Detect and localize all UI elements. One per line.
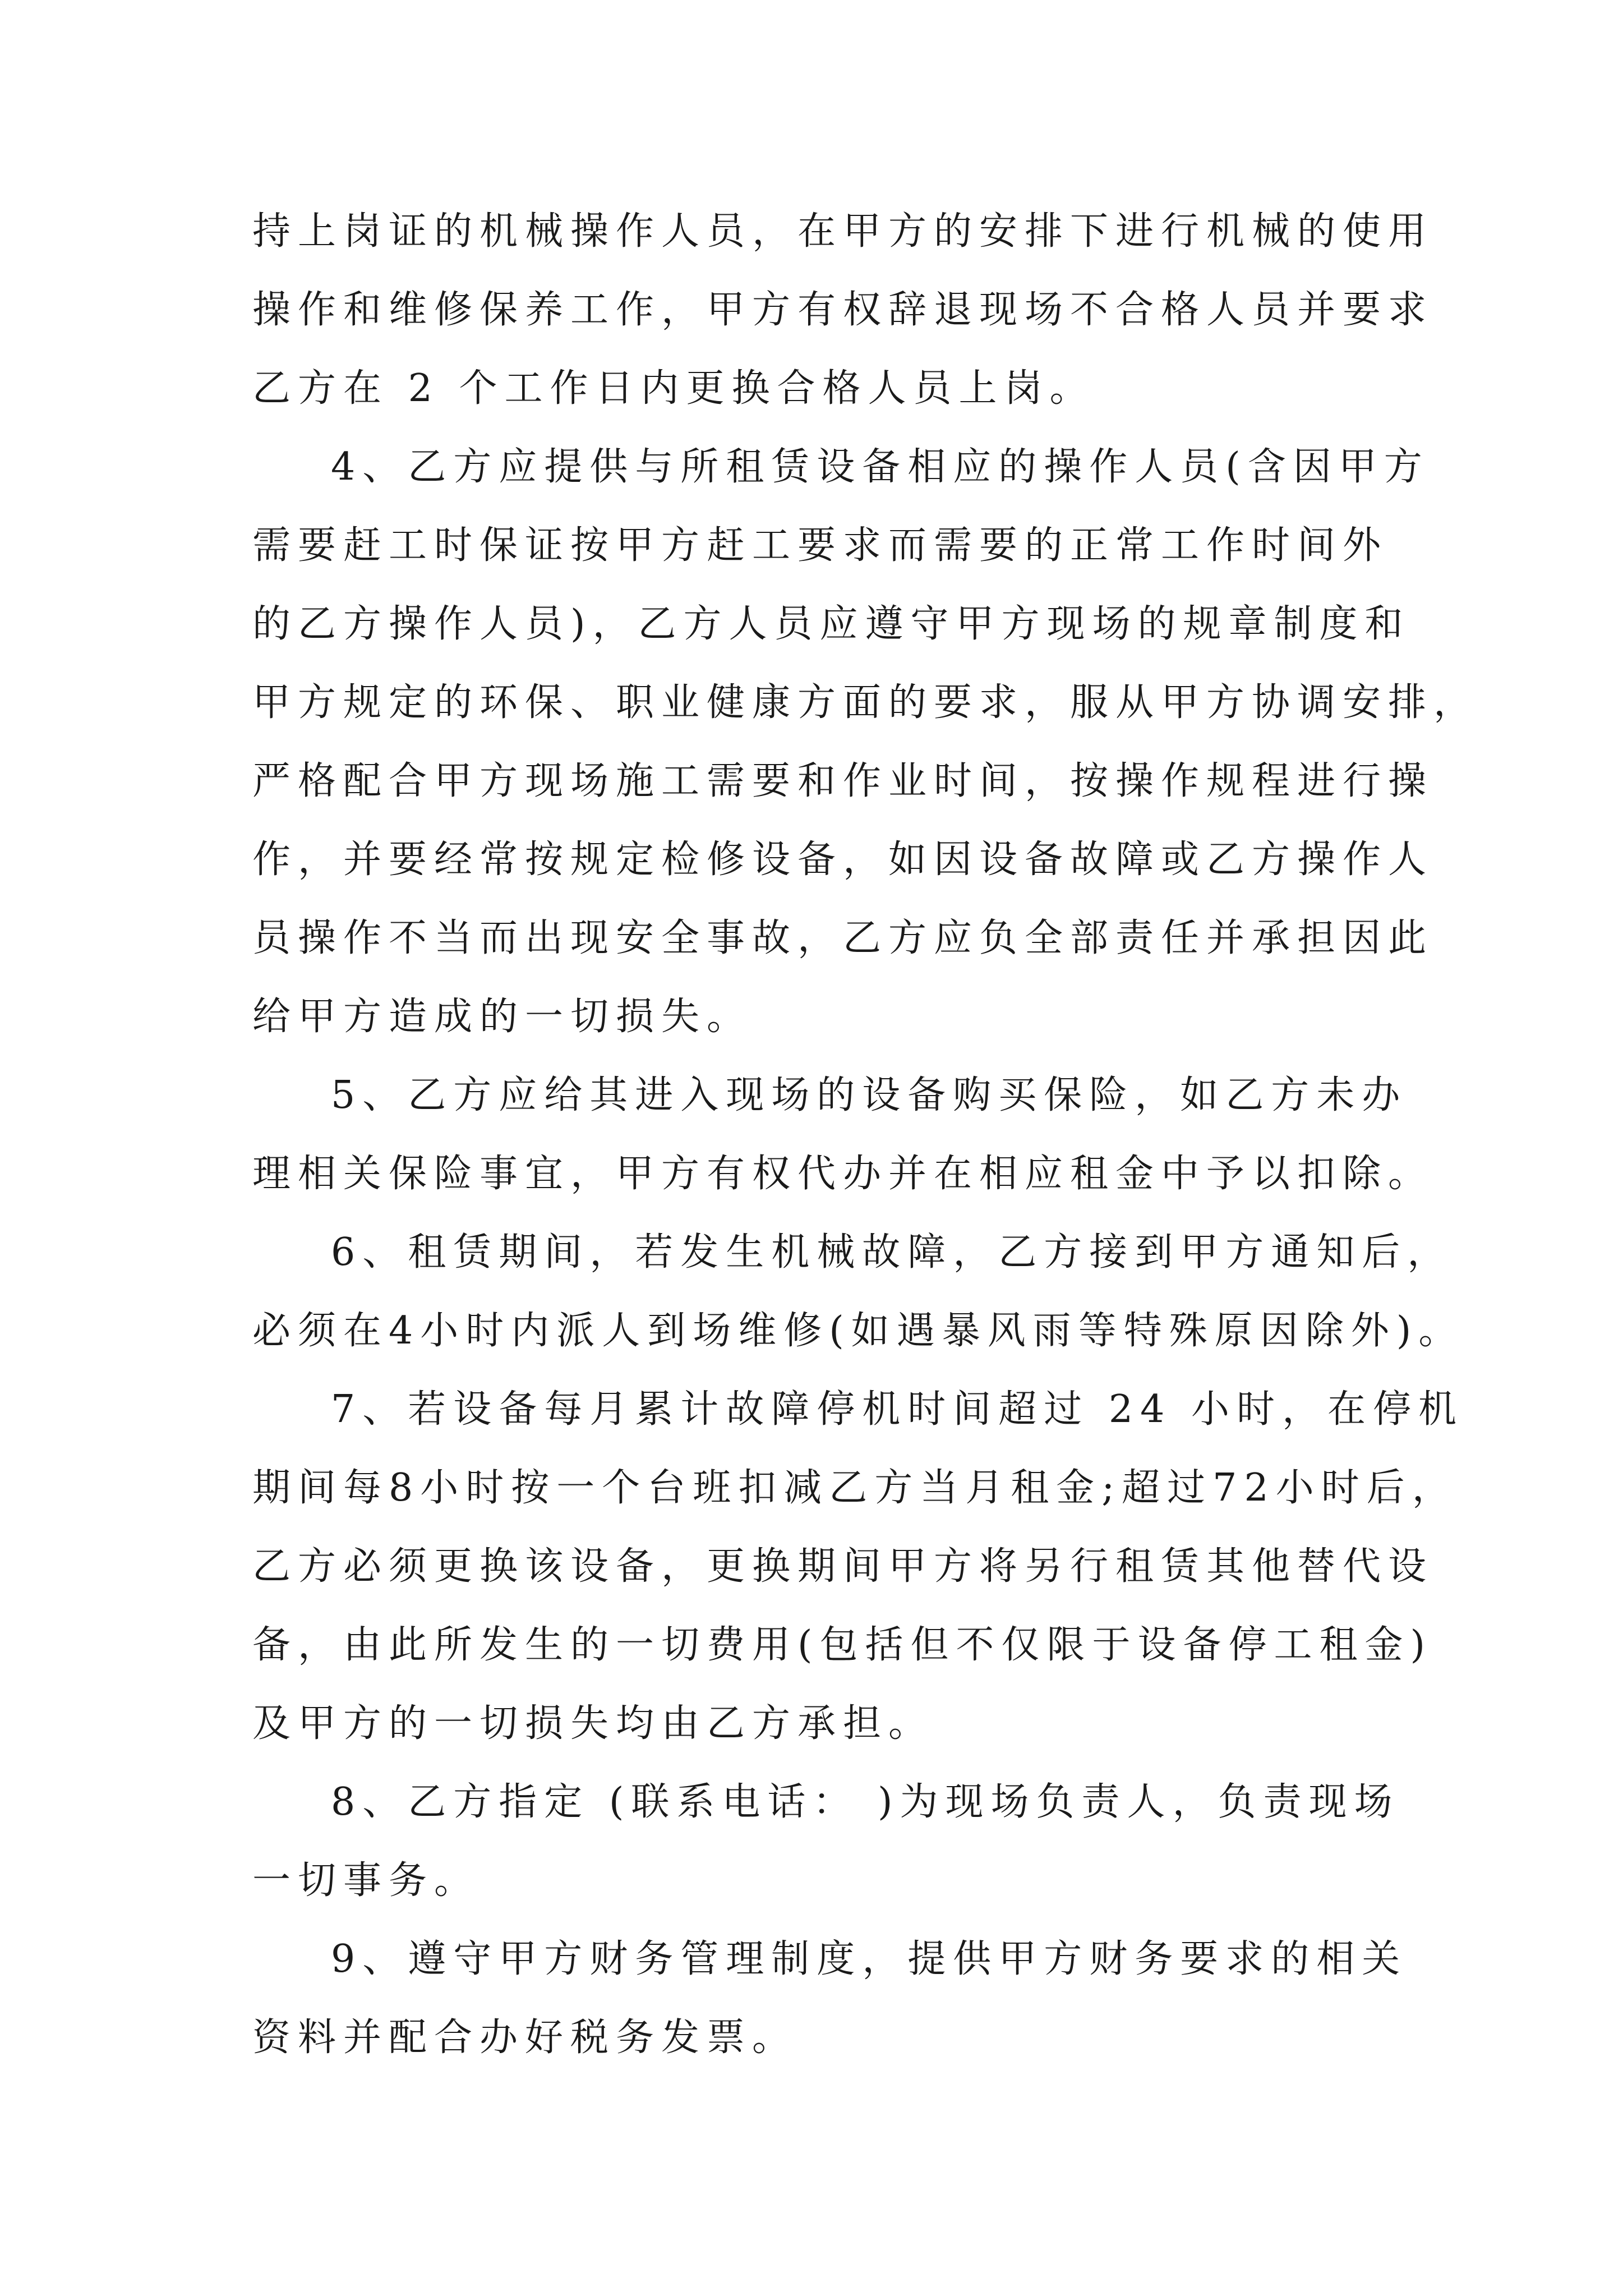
text-line: 的乙方操作人员)，乙方人员应遵守甲方现场的规章制度和 — [252, 602, 1410, 646]
text-line: 期间每8小时按一个台班扣减乙方当月租金;超过72小时后， — [252, 1466, 1458, 1510]
text-line: 必须在4小时内派人到场维修(如遇暴风雨等特殊原因除外)。 — [252, 1309, 1464, 1353]
text-line: 乙方在 2 个工作日内更换合格人员上岗。 — [252, 366, 1095, 411]
text-line: 操作和维修保养工作，甲方有权辞退现场不合格人员并要求 — [252, 288, 1434, 332]
text-line: 员操作不当而出现安全事故，乙方应负全部责任并承担因此 — [252, 916, 1434, 960]
text-line: 资料并配合办好税务发票。 — [252, 2016, 798, 2060]
text-line: 乙方必须更换该设备，更换期间甲方将另行租赁其他替代设 — [252, 1544, 1434, 1589]
text-line: 甲方规定的环保、职业健康方面的要求，服从甲方协调安排， — [252, 680, 1479, 725]
clause-6-line: 6、租赁期间，若发生机械故障，乙方接到甲方通知后， — [331, 1230, 1453, 1274]
text-line: 理相关保险事宜，甲方有权代办并在相应租金中予以扣除。 — [252, 1152, 1434, 1196]
text-line: 持上岗证的机械操作人员，在甲方的安排下进行机械的使用 — [252, 209, 1434, 254]
text-line: 作，并要经常按规定检修设备，如因设备故障或乙方操作人 — [252, 838, 1434, 882]
text-line: 备，由此所发生的一切费用(包括但不仅限于设备停工租金) — [252, 1623, 1433, 1667]
clause-4-line: 4、乙方应提供与所租赁设备相应的操作人员(含因甲方 — [331, 445, 1430, 489]
text-line: 一切事务。 — [252, 1858, 480, 1903]
text-line: 及甲方的一切损失均由乙方承担。 — [252, 1701, 934, 1746]
clause-5-line: 5、乙方应给其进入现场的设备购买保险，如乙方未办 — [331, 1073, 1408, 1117]
clause-8-line: 8、乙方指定 (联系电话： )为现场负责人，负责现场 — [331, 1780, 1400, 1824]
text-line: 需要赶工时保证按甲方赶工要求而需要的正常工作时间外 — [252, 523, 1389, 568]
clause-9-line: 9、遵守甲方财务管理制度，提供甲方财务要求的相关 — [331, 1937, 1408, 1981]
text-line: 给甲方造成的一切损失。 — [252, 995, 753, 1039]
text-line: 严格配合甲方现场施工需要和作业时间，按操作规程进行操 — [252, 759, 1434, 803]
clause-7-line: 7、若设备每月累计故障停机时间超过 24 小时，在停机 — [331, 1387, 1464, 1432]
